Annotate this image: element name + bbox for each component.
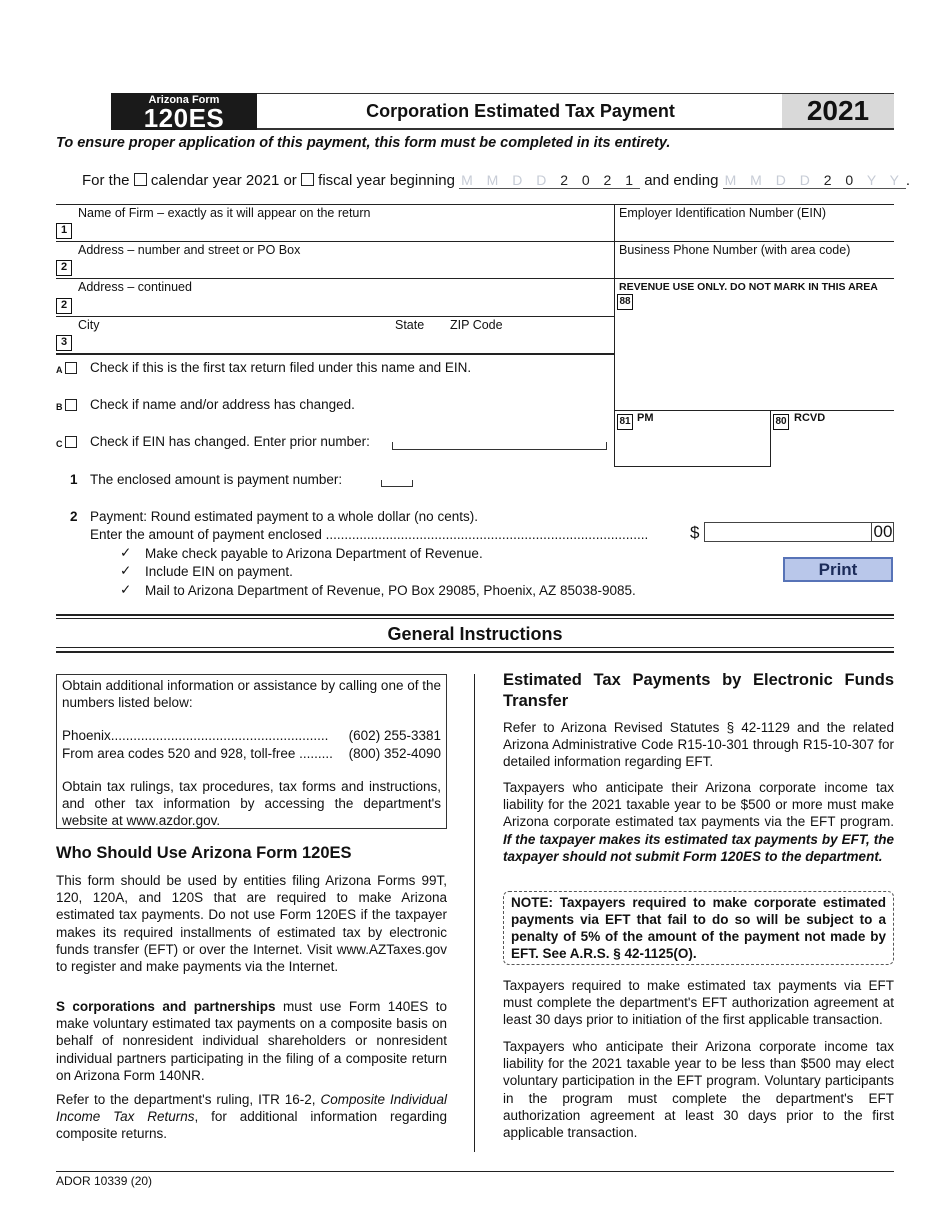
rcvd-label: RCVD [794,412,826,424]
zip-label: ZIP Code [450,318,503,332]
ein-changed-checkbox[interactable] [65,436,77,448]
firm-name-input[interactable] [78,222,608,240]
payment-number-label: The enclosed amount is payment number: [90,472,343,487]
fiscal-end-date-field[interactable]: M M D D 2 0 Y Y [724,172,904,188]
grid-line [56,278,894,279]
phone-input[interactable] [619,259,889,277]
code-box-88: 88 [617,294,633,310]
form-year: 2021 [806,95,870,126]
address-continued-input[interactable] [78,296,608,314]
check-a-letter: A [56,365,63,375]
contact-intro: Obtain additional information or assistance by calling one of the numbers listed below: [62,678,441,711]
grid-line [56,241,894,242]
bullet-mail: Mail to Arizona Department of Revenue, PO Box 29085, Phoenix, AZ 85038-9085. [145,583,636,598]
line-2-number: 2 [70,509,78,524]
check-c-letter: C [56,439,63,449]
prior-ein-input[interactable] [392,442,607,450]
eft-paragraph-3: Taxpayers required to make estimated tax payments via EFT must complete the department's EFT authorization agreement at least 30 days prior to initiation of the first applicable transaction. [503,978,894,1028]
grid-divider [770,410,771,467]
check-b-letter: B [56,402,63,412]
toll-free-phone: (800) 352-4090 [348,745,441,761]
check-mark-icon: ✓ [120,582,132,597]
check-mark-icon: ✓ [120,545,132,560]
badge-state: Arizona Form [148,94,220,106]
bullet-ein: Include EIN on payment. [145,564,293,579]
who-paragraph-1: This form should be used by entities filing Arizona Forms 99T, 120, 120A, and 120S that are required to make Arizona estimated tax payments. Do not use Form 120ES if the taxpayer makes its required installments of estimated tax by electronic funds transfer (EFT) or over the Internet. Visit www.AZTaxes.gov to register and make payments via the Internet. [56,873,447,975]
website-info: Obtain tax rulings, tax procedures, tax forms and instructions, and other tax information by accessing the department's website at www.azdor.gov. [62,778,441,829]
phoenix-row: Phoenix.......................................................... (602) 255-3381 [62,728,441,744]
address-continued-label: Address – continued [78,280,192,294]
badge-form-number: 120ES [143,103,225,133]
pm-label: PM [637,412,654,424]
cents-field: 00 [871,522,894,542]
fiscal-begin-date-field[interactable]: M M D D 2 0 2 1 [461,172,639,188]
address-label: Address – number and street or PO Box [78,243,301,257]
city-label: City [78,318,100,332]
eft-paragraph-1: Refer to Arizona Revised Statutes § 42-1129 and the related Arizona Administrative Code R15-10-301 through R15-10-307 for detailed information regarding EFT. [503,720,894,770]
section-rule [56,651,894,653]
grid-line [56,204,894,205]
phoenix-phone: (602) 255-3381 [348,728,441,744]
ein-input[interactable] [619,222,889,240]
name-changed-checkbox[interactable] [65,399,77,411]
payment-amount-input[interactable] [704,522,894,542]
contact-info-box [56,674,447,829]
ein-label: Employer Identification Number (EIN) [619,206,827,220]
city-state-zip-input[interactable] [78,333,608,351]
form-code-footer: ADOR 10339 (20) [56,1174,153,1188]
grid-line [56,353,614,355]
form-badge [111,93,257,133]
form-title: Corporation Estimated Tax Payment [366,101,675,121]
who-should-use-heading: Who Should Use Arizona Form 120ES [56,844,352,862]
column-divider [474,674,475,1152]
print-button[interactable]: Print [783,557,893,582]
fiscal-year-checkbox[interactable] [301,173,314,186]
address-input[interactable] [78,259,608,277]
eft-note-box: NOTE: Taxpayers required to make corporate estimated payments via EFT that fail to do so will be subject to a penalty of 5% of the amount of the payment not made by EFT. See A.R.S. § 42-1125(O). [503,891,894,965]
line-number-box: 1 [56,223,72,239]
line-number-box: 2 [56,260,72,276]
section-rule [56,647,894,648]
calendar-year-checkbox[interactable] [134,173,147,186]
payment-instruction: Payment: Round estimated payment to a whole dollar (no cents). [90,509,478,524]
grid-divider [614,204,615,467]
line-number-box: 2 [56,298,72,314]
state-label: State [395,318,425,332]
grid-line [56,316,614,317]
payment-amount-label: Enter the amount of payment enclosed ...................................................................................... [90,527,649,542]
check-mark-icon: ✓ [120,563,132,578]
code-box-81: 81 [617,414,633,430]
grid-line [614,410,894,411]
eft-paragraph-2: Taxpayers who anticipate their Arizona corporate income tax liability for the 2021 taxable year to be $500 or more must make Arizona corporate estimated tax payments via the EFT program. If the taxpayer makes its estimated tax payments by EFT, the taxpayer should not submit Form 120ES to the department. [503,780,894,864]
dollar-sign: $ [690,523,700,542]
code-box-80: 80 [773,414,789,430]
grid-line [614,466,770,467]
eft-heading: Estimated Tax Payments by Electronic Funds Transfer [503,671,894,710]
first-return-label: Check if this is the first tax return filed under this name and EIN. [90,360,472,375]
name-changed-label: Check if name and/or address has changed. [90,397,355,412]
footer-rule [56,1171,894,1172]
line-1-number: 1 [70,472,78,487]
line-number-box: 3 [56,335,72,351]
who-paragraph-2: S corporations and partnerships must use Form 140ES to make voluntary estimated tax payments on a composite basis on behalf of nonresident individual shareholders or nonresident individual partners participating in the filing of a composite return on Arizona Form 140NR. [56,999,447,1083]
who-paragraph-3: Refer to the department's ruling, ITR 16-2, Composite Individual Income Tax Returns, for additional information regarding composite returns. [56,1092,447,1142]
eft-paragraph-4: Taxpayers who anticipate their Arizona corporate income tax liability for the 2021 taxable year to be less than $500 may elect voluntary participation in the EFT program. Voluntary participants in the program must complete the department's EFT authorization agreement at least 30 days prior to the first applicable transaction. [503,1039,894,1141]
firm-name-label: Name of Firm – exactly as it will appear on the return [78,206,371,220]
phone-label: Business Phone Number (with area code) [619,243,851,257]
toll-free-row: From area codes 520 and 928, toll-free ......... (800) 352-4090 [62,745,441,761]
ein-changed-label: Check if EIN has changed. Enter prior number: [90,434,370,449]
payment-number-input[interactable] [381,480,413,487]
revenue-use-label: REVENUE USE ONLY. DO NOT MARK IN THIS AREA [619,281,878,293]
section-rule [56,614,894,616]
general-instructions-title: General Instructions [387,624,563,644]
first-return-checkbox[interactable] [65,362,77,374]
completion-notice: To ensure proper application of this payment, this form must be completed in its entirety. [56,135,671,151]
bullet-payable: Make check payable to Arizona Department of Revenue. [145,546,483,561]
tax-year-line: For the calendar year 2021 or fiscal year beginning M M D D 2 0 2 1 and ending M M D D 2 0 Y Y . [82,172,911,189]
section-rule [56,618,894,619]
